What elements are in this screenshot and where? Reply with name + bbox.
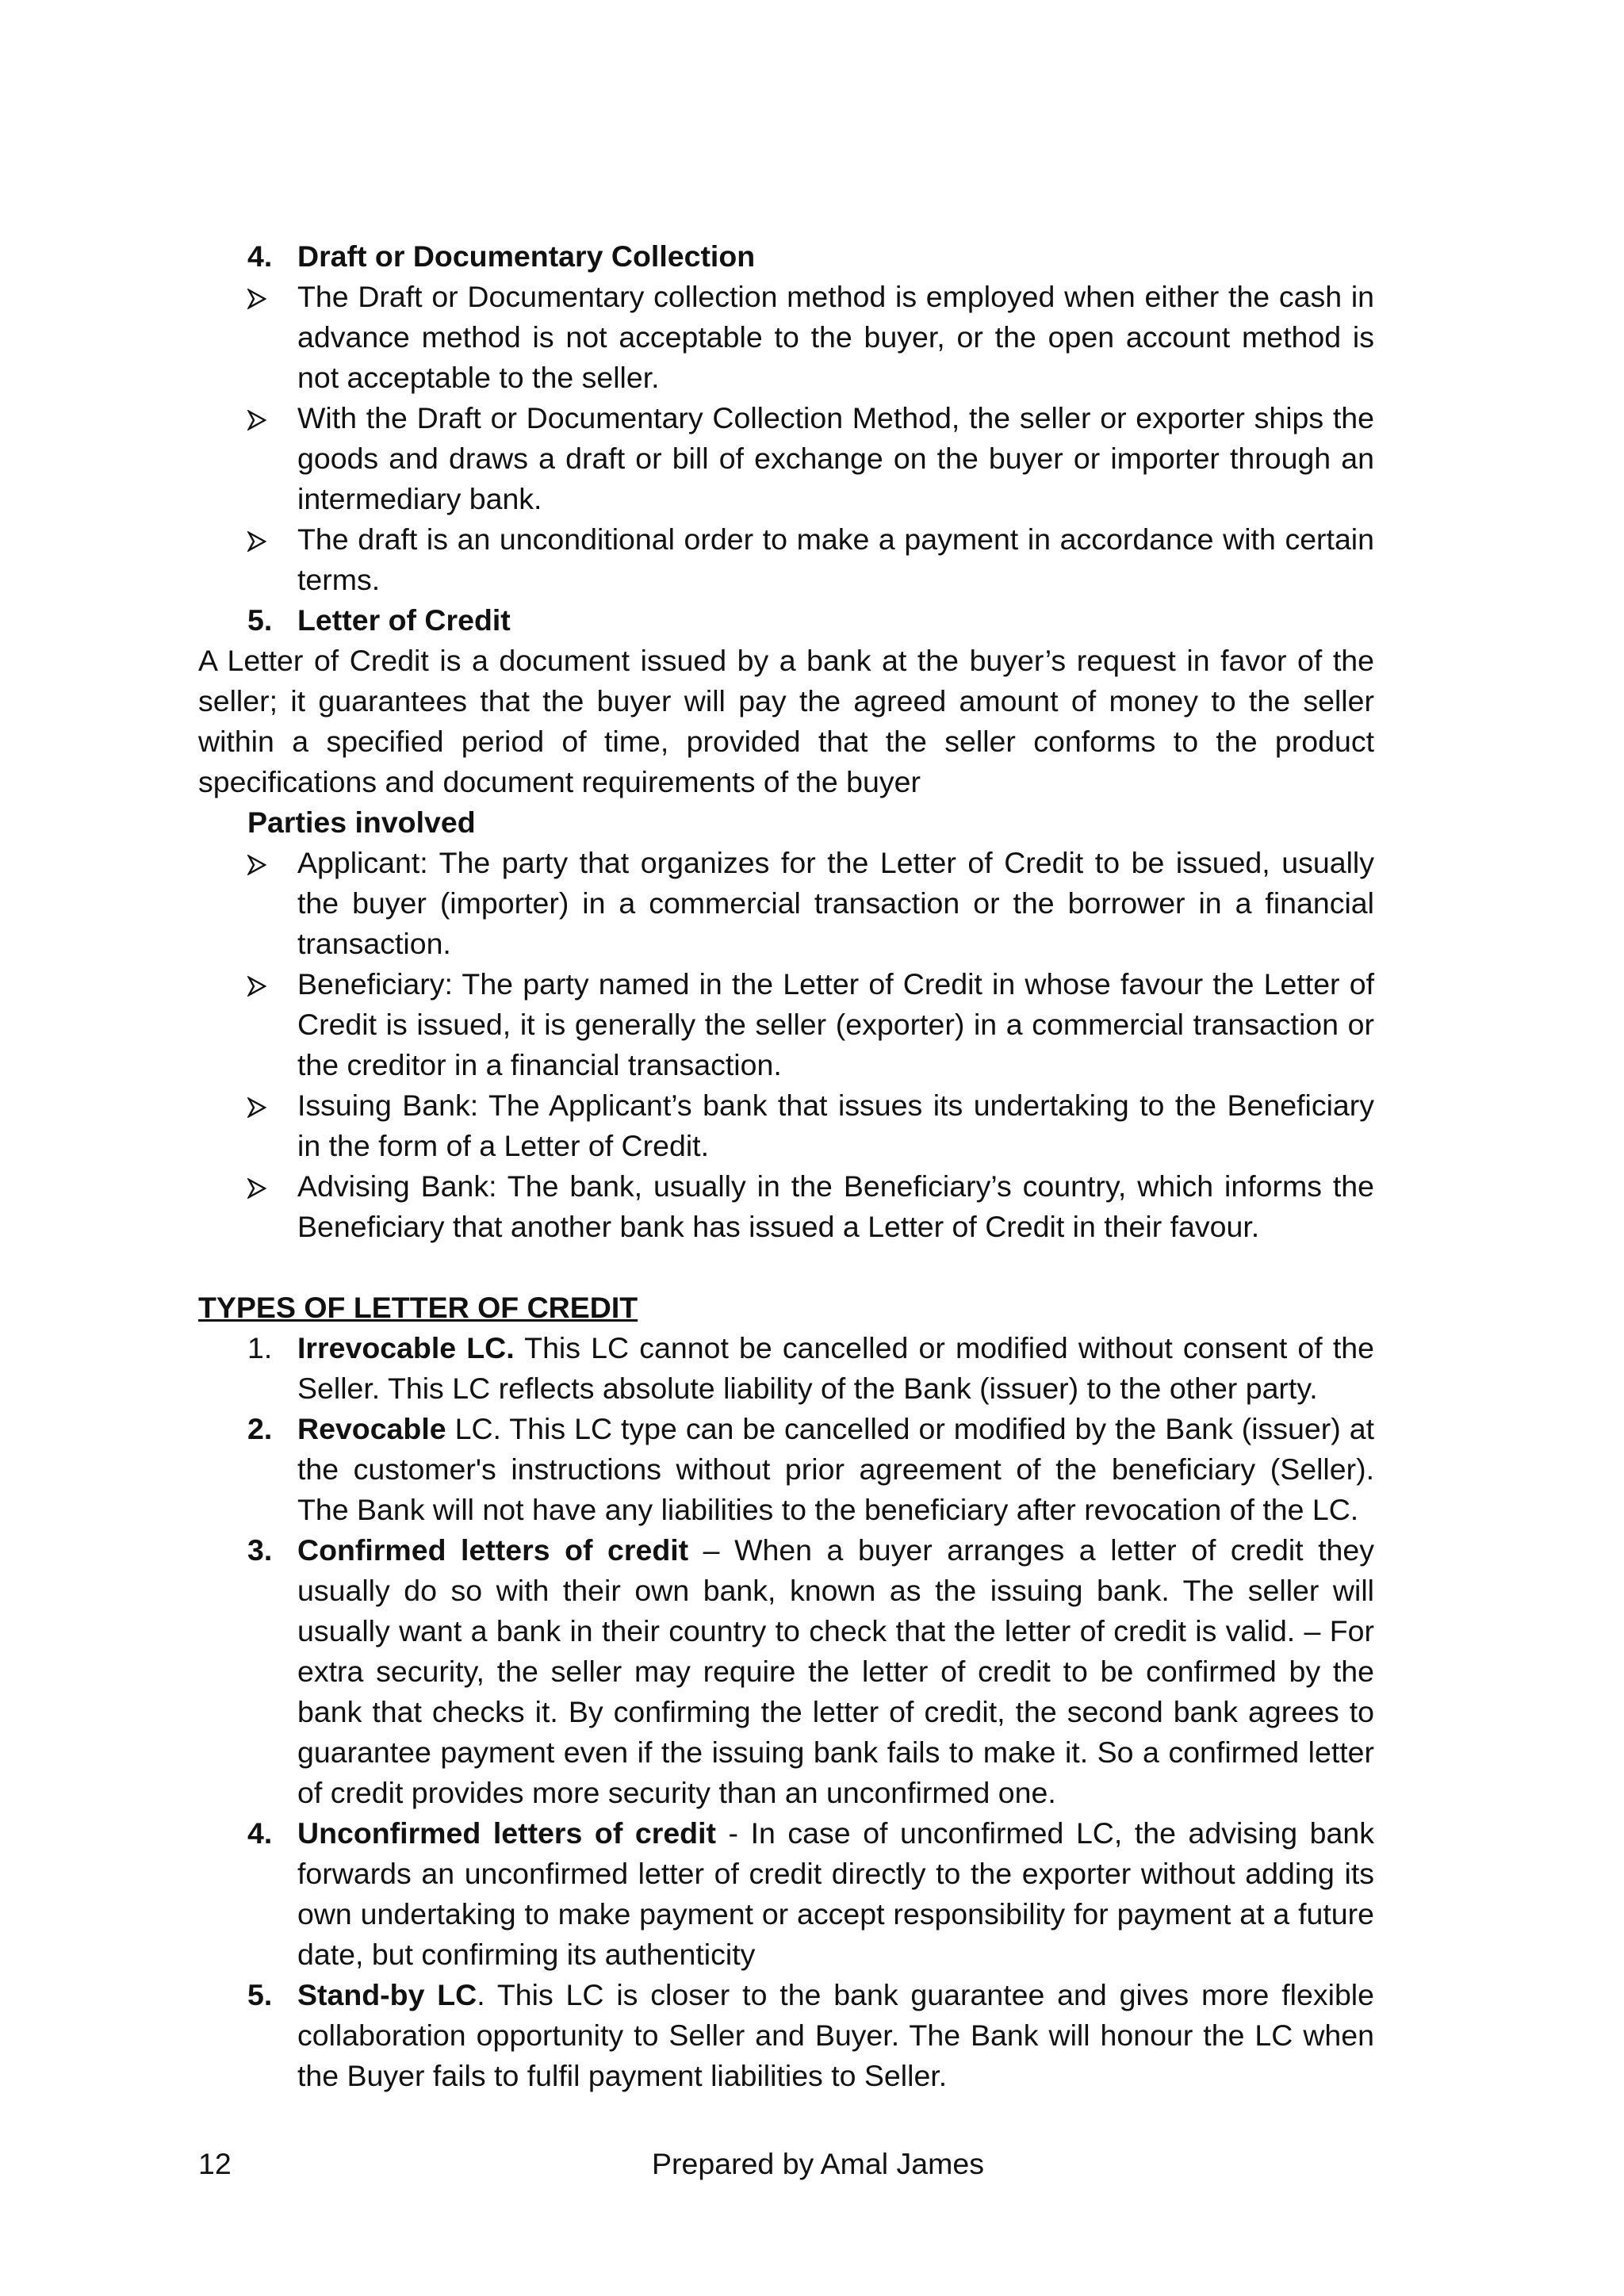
section-4-title: Draft or Documentary Collection (297, 239, 756, 273)
arrow-bullet-icon (247, 964, 271, 1004)
list-item (198, 398, 1374, 519)
list-item (198, 1813, 1374, 1975)
page-footer (198, 2144, 1374, 2184)
section-4-bullets (198, 277, 1374, 600)
list-item (198, 1166, 1374, 1247)
arrow-bullet-icon (247, 843, 271, 883)
types-heading: TYPES OF LETTER OF CREDIT (198, 1291, 638, 1324)
item-text: LC. This LC type can be cancelled or modified by the Bank (issuer) at the customer's instructions without prior agreement of the beneficiary (Seller). The Bank will not have any liabilities to the beneficiary after revocation of the LC. (297, 1412, 1374, 1526)
list-item (198, 1975, 1374, 2096)
parties-list (198, 843, 1374, 1247)
item-number: 1. (247, 1331, 273, 1364)
item-term: Unconfirmed letters of credit (297, 1816, 716, 1850)
page-number: 12 (198, 2147, 232, 2180)
item-text: - In case of unconfirmed LC, the advising bank forwards an unconfirmed letter of credit directly to the exporter without adding its own undertaking to make payment or accept responsibility for payment at a future date, but confirming its authenticity (297, 1816, 1374, 1971)
letter-of-credit-paragraph: A Letter of Credit is a document issued by a bank at the buyer’s request in favor of the seller; it guarantees that the buyer will pay the agreed amount of money to the seller within a specified period of time, provided that the seller conforms to the product specifications and document requirements of the buyer (198, 644, 1374, 798)
list-item (198, 519, 1374, 600)
bullet-text: Advising Bank: The bank, usually in the Beneficiary’s country, which informs the Beneficiary that another bank has issued a Letter of Credit in their favour. (297, 1169, 1374, 1243)
item-term: Irrevocable LC. (297, 1331, 515, 1364)
bullet-text: The draft is an unconditional order to make a payment in accordance with certain terms. (297, 522, 1374, 596)
item-number: 5. (247, 1978, 273, 2011)
bullet-text: Issuing Bank: The Applicant’s bank that issues its undertaking to the Beneficiary in the form of a Letter of Credit. (297, 1089, 1374, 1162)
item-number: 3. (247, 1533, 273, 1567)
item-term: Stand-by LC (297, 1978, 477, 2011)
blank-line (198, 1247, 1374, 1288)
arrow-bullet-icon (247, 1166, 271, 1207)
list-item (198, 277, 1374, 398)
section-4-heading (198, 236, 1374, 277)
types-list (198, 1328, 1374, 2096)
item-number: 4. (247, 1816, 273, 1850)
bullet-text: The Draft or Documentary collection method is employed when either the cash in advance method is not acceptable to the buyer, or the open account method is not acceptable to the seller. (297, 280, 1374, 394)
arrow-bullet-icon (247, 398, 271, 438)
document-body (198, 236, 1374, 2096)
arrow-bullet-icon (247, 519, 271, 560)
item-number: 2. (247, 1412, 273, 1445)
section-5-heading (198, 600, 1374, 641)
prepared-by: Prepared by Amal James (652, 2147, 984, 2180)
bullet-text: With the Draft or Documentary Collection Method, the seller or exporter ships the goods and draws a draft or bill of exchange on the buyer or importer through an intermediary bank. (297, 401, 1374, 515)
arrow-bullet-icon (247, 277, 271, 317)
bullet-text: Applicant: The party that organizes for the Letter of Credit to be issued, usually the buyer (importer) in a commercial transaction or the borrower in a financial transaction. (297, 846, 1374, 960)
item-text: – When a buyer arranges a letter of credit they usually do so with their own bank, known as the issuing bank. The seller will usually want a bank in their country to check that the letter of credit is valid. – For extra security, the seller may require the letter of credit to be confirmed by the bank that checks it. By confirming the letter of credit, the second bank agrees to guarantee payment even if the issuing bank fails to make it. So a confirmed letter of credit provides more security than an unconfirmed one. (297, 1533, 1374, 1809)
list-item (198, 964, 1374, 1085)
item-text: . This LC is closer to the bank guarantee and gives more flexible collaboration opportunity to Seller and Buyer. The Bank will honour the LC when the Buyer fails to fulfil payment liabilities to Seller. (297, 1978, 1374, 2092)
section-5-title: Letter of Credit (297, 603, 511, 637)
list-item (198, 1409, 1374, 1530)
item-text: This LC cannot be cancelled or modified without consent of the Seller. This LC reflects absolute liability of the Bank (issuer) to the other party. (297, 1331, 1374, 1405)
section-5-number: 5. (247, 603, 273, 637)
bullet-text: Beneficiary: The party named in the Letter of Credit in whose favour the Letter of Credit is issued, it is generally the seller (exporter) in a commercial transaction or the creditor in a financial transaction. (297, 967, 1374, 1081)
arrow-bullet-icon (247, 1085, 271, 1126)
list-item (198, 843, 1374, 964)
parties-heading: Parties involved (247, 806, 476, 839)
list-item (198, 1328, 1374, 1409)
item-term: Confirmed letters of credit (297, 1533, 689, 1567)
list-item (198, 1085, 1374, 1166)
list-item (198, 1530, 1374, 1813)
item-term: Revocable (297, 1412, 446, 1445)
section-4-number: 4. (247, 239, 273, 273)
